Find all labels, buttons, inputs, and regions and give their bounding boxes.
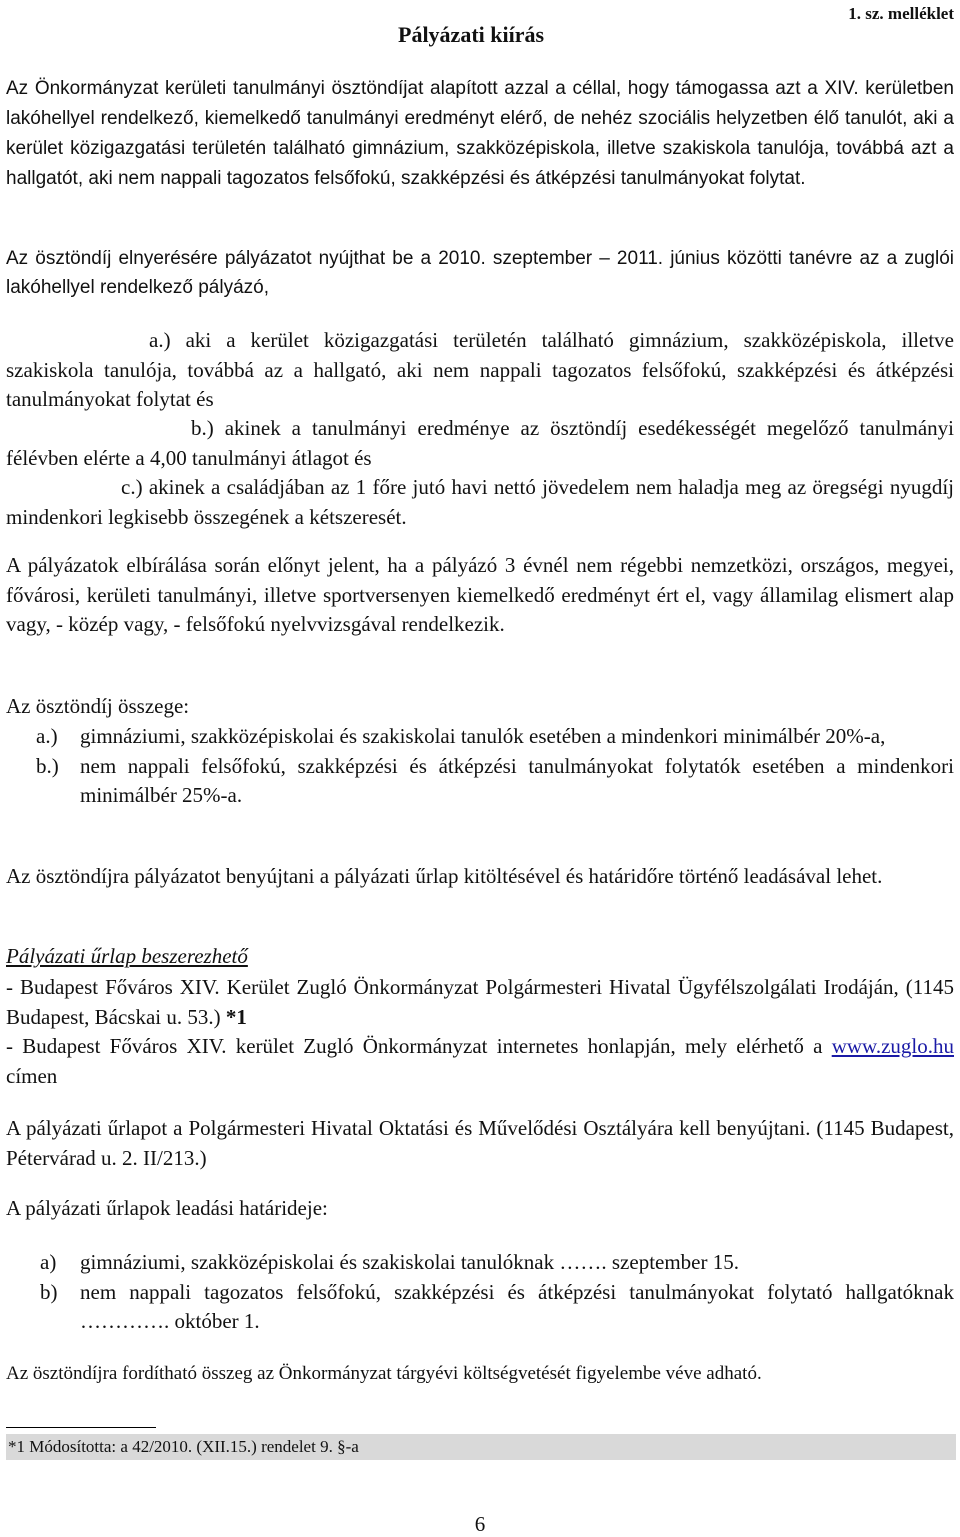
form-source-line-1 <box>6 973 954 1032</box>
form-source-office: - Budapest Főváros XIV. Kerület Zugló Önkormányzat Polgármesteri Hivatal Ügyfélszolgálati Irodáján, (1145 Budapest, Bácskai u. 53.) <box>6 975 954 1029</box>
budget-paragraph: Az ösztöndíjra fordítható összeg az Önkormányzat tárgyévi költségvetését figyelembe véve adható. <box>6 1363 762 1384</box>
list-item <box>6 752 954 811</box>
amount-heading: Az ösztöndíj összege: <box>6 694 190 718</box>
footnote: *1 Módosította: a 42/2010. (XII.15.) rendelet 9. §-a <box>6 1434 956 1460</box>
amount-list <box>6 722 954 811</box>
intro-text: Az Önkormányzat kerületi tanulmányi ösztöndíjat alapított azzal a céllal, hogy támogassa azt a XIV. kerületben lakóhellyel rendelkező, kiemelkedő tanulmányi eredményt elérő, de nehéz szociális helyzetben élő tanulót, aki a kerület közigazgatási területén található gimnázium, szakközépiskola, illetve szakiskola tanulója, továbbá azt a hallgatót, aki nem nappali tagozatos felsőfokú, szakképzési és átképzési tanulmányokat folytat. <box>6 78 954 189</box>
annex-label: 1. sz. melléklet <box>848 4 954 23</box>
list-item <box>6 722 954 752</box>
intro-paragraph <box>6 73 954 193</box>
zuglo-website-link[interactable]: www.zuglo.hu <box>831 1034 954 1058</box>
eligibility-c: c.) akinek a családjában az 1 főre jutó havi nettó jövedelem nem haladja meg az öregségi nyugdíj mindenkori legkisebb összegének a kétszeresét. <box>6 475 954 529</box>
footnote-mark: *1 <box>225 1004 247 1029</box>
eligibility-a: a.) aki a kerület közigazgatási területén található gimnázium, szakközépiskola, illetve szakiskola tanulója, továbbá az a hallgató, aki nem nappali tagozatos felsőfokú, szakképzési és átképzési tanulmányokat folytat és <box>6 328 954 411</box>
form-source-web: - Budapest Főváros XIV. kerület Zugló Önkormányzat internetes honlapján, mely elérhető a <box>6 1034 832 1058</box>
list-item <box>6 1248 954 1278</box>
list-text: nem nappali tagozatos felsőfokú, szakképzési és átképzési tanulmányokat folytató hallgatóknak …………. október 1. <box>80 1279 954 1333</box>
deadlines-heading: A pályázati űrlapok leadási határideje: <box>6 1196 328 1220</box>
advantage-paragraph: A pályázatok elbírálása során előnyt jelent, ha a pályázó 3 évnél nem régebbi nemzetközi, országos, megyei, fővárosi, kerületi tanulmányi, illetve sportversenyen kiemelkedő eredményt ért el, vagy államilag elismert alap vagy, - közép vagy, - felsőfokú nyelvvizsgával rendelkezik. <box>6 553 954 636</box>
form-source-title: Pályázati űrlap beszerezhető <box>6 944 248 968</box>
eligibility-lead: Az ösztöndíj elnyerésére pályázatot nyújthat be a 2010. szeptember – 2011. június közötti tanévre az a zuglói lakóhellyel rendelkező pályázó, <box>6 248 954 298</box>
submission-paragraph: Az ösztöndíjra pályázatot benyújtani a pályázati űrlap kitöltésével és határidőre történő leadásával lehet. <box>6 864 883 888</box>
list-item <box>6 1278 954 1337</box>
page-title: Pályázati kiírás <box>398 22 545 47</box>
list-label: b) <box>40 1279 58 1304</box>
list-text: nem nappali felsőfokú, szakképzési és átképzési tanulmányokat folytatók esetében a mindenkori minimálbér 25%-a. <box>80 753 954 807</box>
deadlines-list <box>6 1248 954 1337</box>
list-label: a.) <box>36 724 58 748</box>
form-source-suffix: címen <box>6 1063 58 1088</box>
eligibility-b: b.) akinek a tanulmányi eredménye az ösztöndíj esedékességét megelőző tanulmányi félévben elérte a 4,00 tanulmányi átlagot és <box>6 416 954 470</box>
list-label: a) <box>40 1250 57 1274</box>
list-text: gimnáziumi, szakközépiskolai és szakiskolai tanulóknak ……. szeptember 15. <box>80 1250 739 1274</box>
form-source-line-2 <box>6 1032 954 1091</box>
footnote-divider <box>6 1427 156 1428</box>
page-number: 6 <box>474 1512 486 1536</box>
office-paragraph: A pályázati űrlapot a Polgármesteri Hivatal Oktatási és Művelődési Osztályára kell benyújtani. (1145 Budapest, Pétervárad u. 2. II/213.) <box>6 1116 954 1170</box>
list-label: b.) <box>36 753 59 778</box>
list-text: gimnáziumi, szakközépiskolai és szakiskolai tanulók esetében a mindenkori minimálbér 20%-a, <box>80 724 886 748</box>
form-source-heading <box>6 942 954 972</box>
